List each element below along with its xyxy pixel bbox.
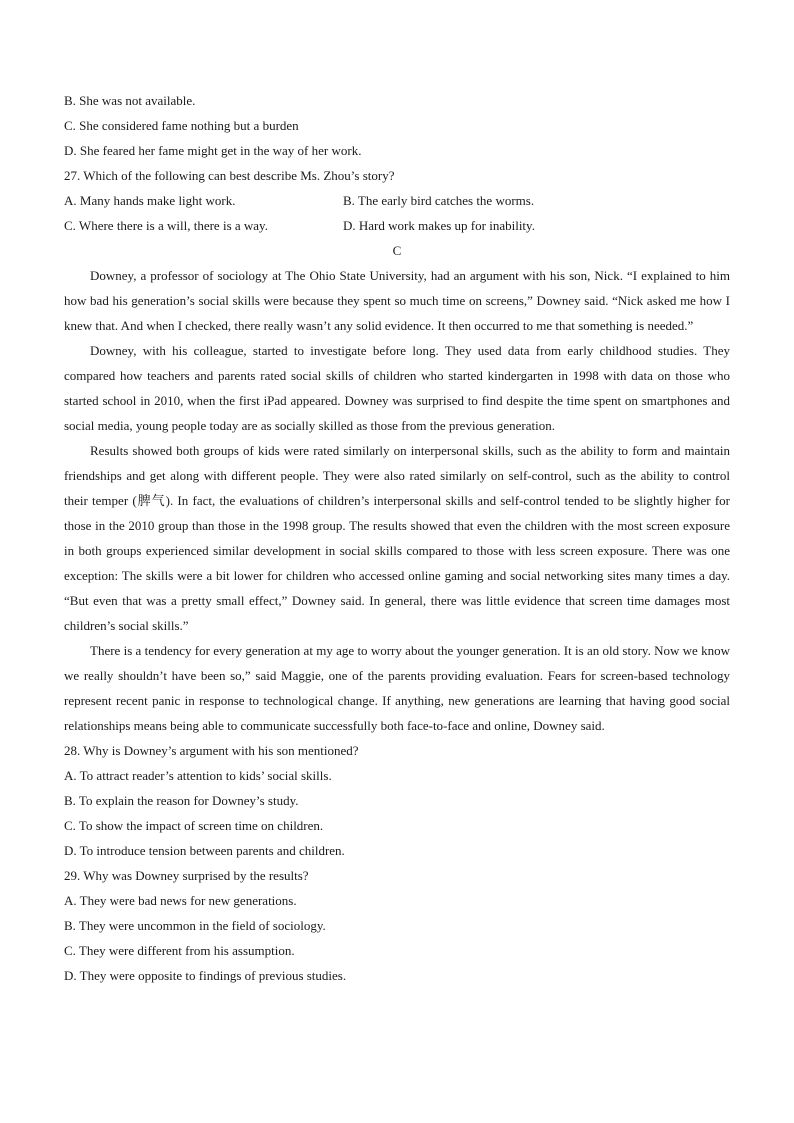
q27-option-c: C. Where there is a will, there is a way.: [64, 218, 268, 233]
q29-option-a: A. They were bad news for new generations.: [64, 893, 297, 908]
q27-option-a: A. Many hands make light work.: [64, 193, 236, 208]
q27-stem: 27. Which of the following can best describe Ms. Zhou’s story?: [64, 168, 395, 183]
q28-option-a: A. To attract reader’s attention to kids’ social skills.: [64, 768, 332, 783]
passage-paragraph-4: There is a tendency for every generation at my age to worry about the younger generation. It is an old story. Now we know we really shouldn’t have been so,” said Maggie, one of the parents providing evaluation. Fears for screen-based technology represent recent panic in response to technological change. If anything, new generations are learning that having good social relationships means being able to communicate successfully both face-to-face and online, Downey said.: [64, 643, 730, 733]
section-heading: C: [392, 243, 402, 258]
q28-option-b: B. To explain the reason for Downey’s study.: [64, 793, 299, 808]
q29-option-d: D. They were opposite to findings of previous studies.: [64, 968, 347, 983]
q27-options-row-1: [64, 188, 730, 213]
q28-option-c: C. To show the impact of screen time on children.: [64, 818, 324, 833]
q28-stem: 28. Why is Downey’s argument with his son mentioned?: [64, 743, 359, 758]
passage-paragraph-1: Downey, a professor of sociology at The Ohio State University, had an argument with his son, Nick. “I explained to him how bad his generation’s social skills were because they spent so much time on screens,” Downey said. “Nick asked me how I knew that. And when I checked, there really wasn’t any solid evidence. It then occurred to me that something is needed.”: [64, 268, 730, 333]
q27-option-b: B. The early bird catches the worms.: [343, 193, 535, 208]
q26-option-d: D. She feared her fame might get in the way of her work.: [64, 143, 362, 158]
q28-option-d: D. To introduce tension between parents and children.: [64, 843, 345, 858]
passage-paragraph-2: Downey, with his colleague, started to investigate before long. They used data from early childhood studies. They compared how teachers and parents rated social skills of children who started kindergarten in 1998 with data on those who started school in 2010, when the first iPad appeared. Downey was surprised to find despite the time spent on smartphones and social media, young people today are as socially skilled as those from the previous generation.: [64, 343, 730, 433]
q29-option-b: B. They were uncommon in the field of sociology.: [64, 918, 326, 933]
q29-stem: 29. Why was Downey surprised by the results?: [64, 868, 309, 883]
q27-option-d: D. Hard work makes up for inability.: [343, 218, 535, 233]
q29-option-c: C. They were different from his assumption.: [64, 943, 295, 958]
q26-option-b: B. She was not available.: [64, 93, 196, 108]
passage-paragraph-3: Results showed both groups of kids were rated similarly on interpersonal skills, such as the ability to form and maintain friendships and get along with different people. They were also rated similarly on self-control, such as the ability to control their temper (脾气). In fact, the evaluations of children’s interpersonal skills and self-control tended to be slightly higher for those in the 2010 group than those in the 1998 group. The results showed that even the children with the most screen exposure in both groups experienced similar development in social skills compared to those with less screen exposure. There was one exception: The skills were a bit lower for children who accessed online gaming and social networking sites many times a day. “But even that was a pretty small effect,” Downey said. In general, there was little evidence that screen time damages most children’s social skills.”: [64, 443, 730, 633]
document-page: [64, 88, 730, 988]
q26-option-c: C. She considered fame nothing but a burden: [64, 118, 299, 133]
q27-options-row-2: [64, 213, 730, 238]
